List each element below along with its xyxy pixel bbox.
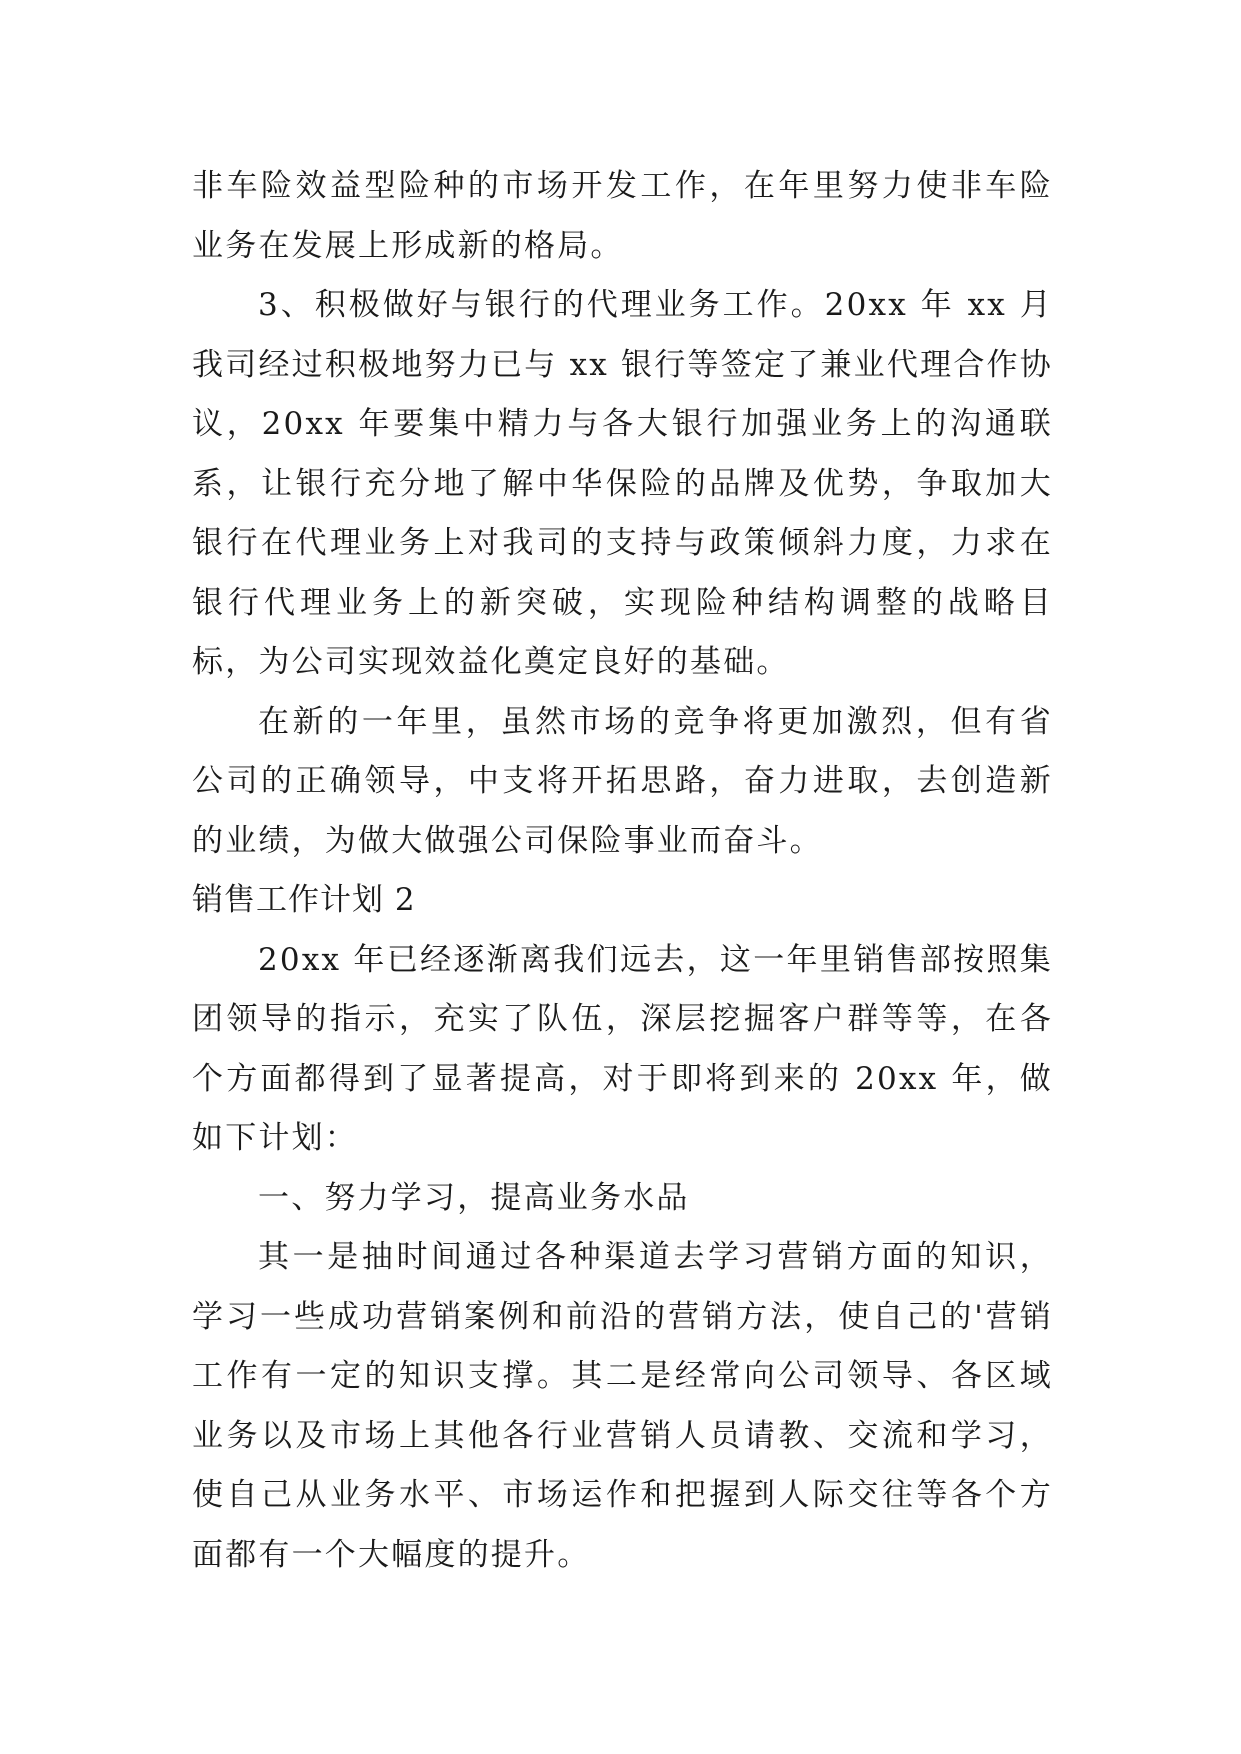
paragraph-continuation: 非车险效益型险种的市场开发工作，在年里努力使非车险业务在发展上形成新的格局。 [192,168,1053,264]
section-heading: 销售工作计划 2 [192,882,416,918]
paragraph-bank-agency: 3、积极做好与银行的代理业务工作。20xx 年 xx 月我司经过积极地努力已与 xx 银行等签定了兼业代理合作协议，20xx 年要集中精力与各大银行加强业务上的沟通联系，让银行充分地了解中华保险的品牌及优势，争取加大银行在代理业务上对我司的支持与政策倾斜力度，力求在银行代理业务上的新突破，实现险种结构调整的战略目标，为公司实现效益化奠定良好的基础。 [192,287,1053,680]
paragraph-subheading: 一、努力学习，提高业务水品 [258,1179,690,1216]
paragraph-study: 其一是抽时间通过各种渠道去学习营销方面的知识，学习一些成功营销案例和前沿的营销方法，使自己的'营销工作有一定的知识支撑。其二是经常向公司领导、各区域业务以及市场上其他各行业营销人员请教、交流和学习，使自己从业务水平、市场运作和把握到人际交往等各个方面都有一个大幅度的提升。 [192,1239,1053,1573]
paragraph-intro: 20xx 年已经逐渐离我们远去，这一年里销售部按照集团领导的指示，充实了队伍，深层挖掘客户群等等，在各个方面都得到了显著提高，对于即将到来的 20xx 年，做如下计划： [192,941,1053,1156]
document-body [192,157,1053,1585]
paragraph-new-year: 在新的一年里，虽然市场的竞争将更加激烈，但有省公司的正确领导，中支将开拓思路，奋力进取，去创造新的业绩，为做大做强公司保险事业而奋斗。 [192,703,1053,859]
